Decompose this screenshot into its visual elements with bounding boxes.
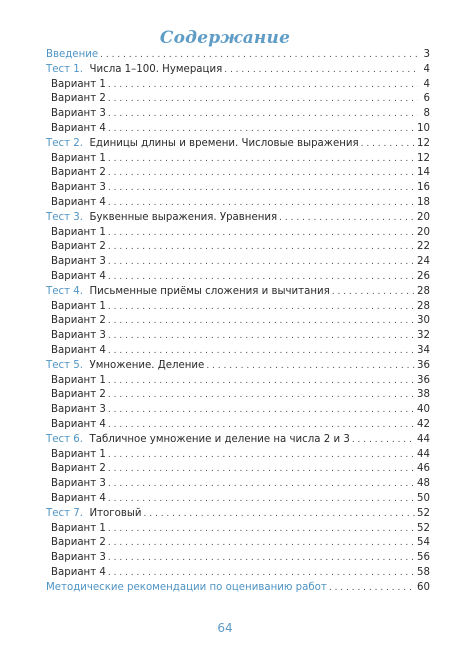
toc-variant-entry [46, 418, 430, 433]
toc-page-number: 28 [417, 300, 430, 312]
variant-label: Вариант 2 [51, 315, 106, 327]
dot-leader [108, 196, 415, 211]
toc-page-number: 12 [417, 152, 430, 164]
test-subject: Единицы длины и времени. Числовые выражения [89, 137, 359, 149]
toc-page-number: 8 [423, 108, 430, 120]
variant-label: Вариант 1 [51, 152, 106, 164]
toc-test-entry [46, 433, 430, 448]
variant-label: Вариант 3 [51, 182, 106, 194]
test-number: Тест 4. [46, 285, 83, 297]
toc-variant-entry [46, 566, 430, 581]
toc-variant-entry [46, 403, 430, 418]
toc-section-entry [46, 48, 430, 63]
variant-label: Вариант 4 [51, 418, 106, 430]
variant-label: Вариант 4 [51, 344, 106, 356]
variant-label: Вариант 3 [51, 330, 106, 342]
toc-variant-entry [46, 448, 430, 463]
test-subject: Табличное умножение и деление на числа 2 и 3 [89, 433, 350, 445]
dot-leader [108, 344, 415, 359]
variant-label: Вариант 2 [51, 537, 106, 549]
variant-label: Вариант 1 [51, 448, 106, 460]
toc-test-entry [46, 285, 430, 300]
dot-leader [108, 122, 415, 137]
variant-label: Вариант 1 [51, 78, 106, 90]
toc-variant-entry [46, 314, 430, 329]
dot-leader [144, 507, 416, 522]
dot-leader [108, 166, 415, 181]
dot-leader [108, 152, 415, 167]
dot-leader [108, 477, 415, 492]
toc-page-number: 3 [423, 49, 430, 60]
test-subject: Умножение. Деление [89, 359, 205, 371]
variant-label: Вариант 2 [51, 241, 106, 253]
variant-label: Вариант 3 [51, 552, 106, 564]
toc-page-number: 4 [423, 78, 430, 90]
toc-test-entry [46, 507, 430, 522]
dot-leader [329, 581, 415, 596]
dot-leader [108, 92, 418, 107]
dot-leader [108, 329, 415, 344]
toc-page-number: 4 [423, 63, 430, 75]
toc-test-entry [46, 211, 430, 226]
variant-label: Вариант 4 [51, 196, 106, 208]
toc-variant-entry [46, 522, 430, 537]
page-number: 64 [217, 621, 233, 635]
toc-page-number: 14 [417, 167, 430, 179]
test-number: Тест 6. [46, 433, 83, 445]
variant-label: Вариант 3 [51, 404, 106, 416]
toc-variant-entry [46, 551, 430, 566]
test-subject: Письменные приёмы сложения и вычитания [89, 285, 330, 297]
toc-page-number: 20 [417, 211, 430, 223]
toc-page-number: 10 [417, 122, 430, 134]
toc-variant-entry [46, 477, 430, 492]
dot-leader [108, 300, 415, 315]
dot-leader [332, 285, 415, 300]
variant-label: Вариант 4 [51, 566, 106, 578]
toc-section-entry [46, 581, 430, 596]
dot-leader [108, 551, 415, 566]
toc-page-number: 40 [417, 404, 430, 416]
dot-leader [100, 48, 418, 63]
dot-leader [108, 314, 415, 329]
toc-variant-entry [46, 536, 430, 551]
toc-entry-label [46, 507, 142, 522]
toc-entry-label [46, 433, 350, 448]
test-number: Тест 7. [46, 507, 83, 519]
toc-page-number: 56 [417, 552, 430, 564]
dot-leader [206, 359, 415, 374]
toc-page-number: 44 [417, 448, 430, 460]
toc-variant-entry [46, 492, 430, 507]
variant-label: Вариант 2 [51, 93, 106, 105]
toc-test-entry [46, 359, 430, 374]
toc-page-number: 36 [417, 359, 430, 371]
toc-page-number: 28 [417, 285, 430, 297]
table-of-contents [46, 48, 430, 595]
test-subject: Итоговый [89, 507, 142, 519]
toc-page-number: 38 [417, 389, 430, 401]
test-number: Тест 1. [46, 63, 83, 75]
toc-page-number: 58 [417, 566, 430, 578]
toc-variant-entry [46, 196, 430, 211]
toc-page-number: 20 [417, 226, 430, 238]
dot-leader [108, 226, 415, 241]
toc-variant-entry [46, 329, 430, 344]
toc-page-number: 52 [417, 522, 430, 534]
dot-leader [108, 462, 415, 477]
toc-page-number: 52 [417, 507, 430, 519]
dot-leader [108, 255, 415, 270]
dot-leader [361, 137, 415, 152]
dot-leader [108, 270, 415, 285]
page-title: Содержание [159, 28, 291, 48]
test-number: Тест 3. [46, 211, 83, 223]
toc-test-entry [46, 137, 430, 152]
toc-entry-label [46, 285, 330, 300]
toc-variant-entry [46, 181, 430, 196]
toc-entry-label: Введение [46, 49, 99, 60]
variant-label: Вариант 3 [51, 108, 106, 120]
toc-variant-entry [46, 166, 430, 181]
dot-leader [108, 78, 418, 93]
dot-leader [108, 240, 415, 255]
toc-entry-label [46, 211, 277, 226]
dot-leader [108, 566, 415, 581]
dot-leader [108, 374, 415, 389]
variant-label: Вариант 1 [51, 226, 106, 238]
toc-page-number: 6 [423, 93, 430, 105]
toc-variant-entry [46, 92, 430, 107]
variant-label: Вариант 1 [51, 374, 106, 386]
toc-page-number: 54 [417, 537, 430, 549]
dot-leader [108, 522, 415, 537]
toc-page-number: 12 [417, 137, 430, 149]
test-subject: Буквенные выражения. Уравнения [89, 211, 278, 223]
dot-leader [279, 211, 415, 226]
toc-variant-entry [46, 300, 430, 315]
dot-leader [108, 492, 415, 507]
variant-label: Вариант 4 [51, 270, 106, 282]
toc-entry-label [46, 359, 204, 374]
toc-variant-entry [46, 388, 430, 403]
variant-label: Вариант 3 [51, 478, 106, 490]
dot-leader [108, 448, 415, 463]
toc-page-number: 26 [417, 270, 430, 282]
toc-variant-entry [46, 462, 430, 477]
test-number: Тест 2. [46, 137, 83, 149]
variant-label: Вариант 4 [51, 122, 106, 134]
toc-variant-entry [46, 78, 430, 93]
toc-variant-entry [46, 226, 430, 241]
toc-page-number: 46 [417, 463, 430, 475]
variant-label: Вариант 1 [51, 300, 106, 312]
toc-page-number: 32 [417, 330, 430, 342]
toc-entry-label [46, 137, 359, 152]
variant-label: Вариант 2 [51, 167, 106, 179]
toc-variant-entry [46, 344, 430, 359]
variant-label: Вариант 2 [51, 463, 106, 475]
variant-label: Вариант 1 [51, 522, 106, 534]
toc-page-number: 42 [417, 418, 430, 430]
dot-leader [108, 403, 415, 418]
variant-label: Вариант 2 [51, 389, 106, 401]
test-subject: Числа 1–100. Нумерация [89, 63, 223, 75]
toc-variant-entry [46, 122, 430, 137]
dot-leader [108, 181, 415, 196]
toc-entry-label [46, 63, 222, 78]
dot-leader [108, 107, 418, 122]
toc-page-number: 36 [417, 374, 430, 386]
toc-variant-entry [46, 107, 430, 122]
toc-page-number: 50 [417, 492, 430, 504]
toc-page-number: 44 [417, 433, 430, 445]
toc-page-number: 22 [417, 241, 430, 253]
toc-variant-entry [46, 270, 430, 285]
dot-leader [224, 63, 418, 78]
toc-entry-label: Методические рекомендации по оцениванию работ [46, 581, 327, 593]
toc-variant-entry [46, 240, 430, 255]
toc-page-number: 24 [417, 256, 430, 268]
dot-leader [108, 388, 415, 403]
toc-page-number: 30 [417, 315, 430, 327]
toc-page-number: 48 [417, 478, 430, 490]
toc-page-number: 60 [417, 581, 430, 593]
toc-page-number: 16 [417, 182, 430, 194]
dot-leader [108, 536, 415, 551]
variant-label: Вариант 3 [51, 256, 106, 268]
dot-leader [108, 418, 415, 433]
toc-variant-entry [46, 374, 430, 389]
toc-variant-entry [46, 152, 430, 167]
toc-variant-entry [46, 255, 430, 270]
variant-label: Вариант 4 [51, 492, 106, 504]
toc-test-entry [46, 63, 430, 78]
test-number: Тест 5. [46, 359, 83, 371]
toc-page-number: 34 [417, 344, 430, 356]
dot-leader [352, 433, 415, 448]
toc-page-number: 18 [417, 196, 430, 208]
